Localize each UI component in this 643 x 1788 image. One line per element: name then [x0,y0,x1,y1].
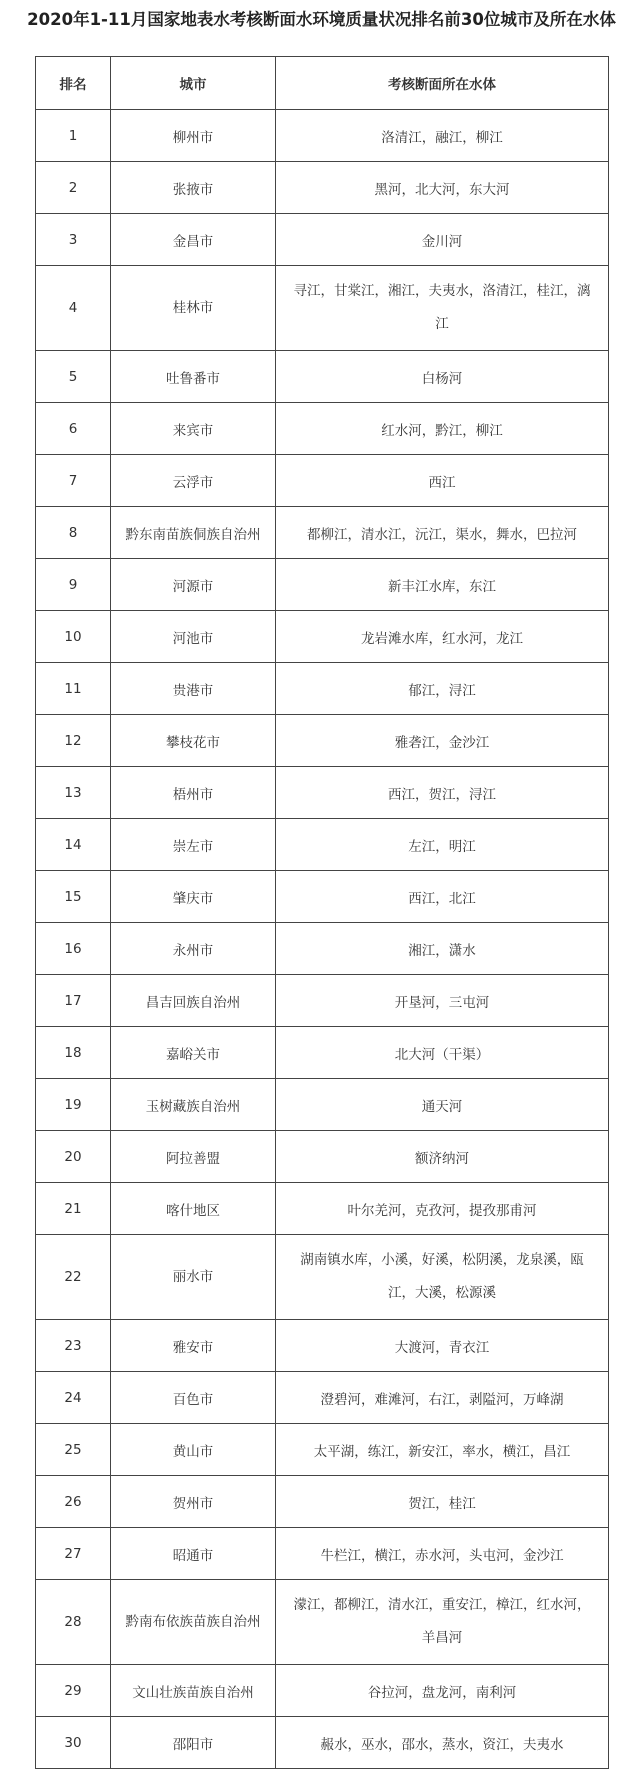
rank-cell: 16 [36,923,111,975]
table-row [36,611,609,663]
water-body-cell: 新丰江水库，东江 [276,559,609,611]
table-row [36,1424,609,1476]
rank-cell: 1 [36,110,111,162]
table-row [36,110,609,162]
water-body-cell: 大渡河，青衣江 [276,1320,609,1372]
rank-cell: 8 [36,507,111,559]
city-cell: 丽水市 [111,1235,276,1320]
city-cell: 黔东南苗族侗族自治州 [111,507,276,559]
table-row [36,871,609,923]
rank-cell: 28 [36,1580,111,1665]
water-body-cell: 白杨河 [276,351,609,403]
rank-cell: 24 [36,1372,111,1424]
table-row [36,975,609,1027]
rank-cell: 27 [36,1528,111,1580]
rank-cell: 23 [36,1320,111,1372]
rank-cell: 22 [36,1235,111,1320]
table-row [36,455,609,507]
city-cell: 永州市 [111,923,276,975]
table-row [36,1131,609,1183]
table-row [36,214,609,266]
city-cell: 河池市 [111,611,276,663]
rank-cell: 20 [36,1131,111,1183]
table-body [36,110,609,1769]
table-row [36,663,609,715]
rank-cell: 6 [36,403,111,455]
city-cell: 梧州市 [111,767,276,819]
city-cell: 昌吉回族自治州 [111,975,276,1027]
water-body-cell: 西江 [276,455,609,507]
water-body-cell: 金川河 [276,214,609,266]
header-rank: 排名 [36,57,111,110]
water-body-cell: 西江，北江 [276,871,609,923]
rank-cell: 2 [36,162,111,214]
table-row [36,1372,609,1424]
city-cell: 吐鲁番市 [111,351,276,403]
table-row [36,1027,609,1079]
water-body-cell: 湘江，潇水 [276,923,609,975]
city-cell: 金昌市 [111,214,276,266]
water-body-cell: 湖南镇水库，小溪，好溪，松阴溪，龙泉溪，瓯江，大溪，松源溪 [276,1235,609,1320]
rank-cell: 19 [36,1079,111,1131]
water-body-cell: 西江，贺江，浔江 [276,767,609,819]
table-row [36,266,609,351]
table-row [36,715,609,767]
water-body-cell: 叶尔羌河，克孜河，提孜那甫河 [276,1183,609,1235]
table-row [36,1665,609,1717]
water-body-cell: 开垦河，三屯河 [276,975,609,1027]
table-row [36,1079,609,1131]
rank-cell: 14 [36,819,111,871]
water-body-cell: 郁江，浔江 [276,663,609,715]
water-body-cell: 左江，明江 [276,819,609,871]
table-row [36,507,609,559]
city-cell: 贺州市 [111,1476,276,1528]
city-cell: 桂林市 [111,266,276,351]
rank-cell: 18 [36,1027,111,1079]
city-cell: 邵阳市 [111,1717,276,1769]
rank-cell: 25 [36,1424,111,1476]
city-cell: 嘉峪关市 [111,1027,276,1079]
table-row [36,819,609,871]
table-header-row [36,57,609,110]
city-cell: 攀枝花市 [111,715,276,767]
city-cell: 云浮市 [111,455,276,507]
city-cell: 来宾市 [111,403,276,455]
table-row [36,1528,609,1580]
water-body-cell: 贺江，桂江 [276,1476,609,1528]
table-row [36,162,609,214]
water-body-cell: 额济纳河 [276,1131,609,1183]
table-row [36,1320,609,1372]
water-body-cell: 红水河，黔江，柳江 [276,403,609,455]
water-body-cell: 牛栏江，横江，赤水河，头屯河，金沙江 [276,1528,609,1580]
rank-cell: 15 [36,871,111,923]
water-body-cell: 寻江，甘棠江，湘江，夫夷水，洛清江，桂江，漓江 [276,266,609,351]
header-water-body: 考核断面所在水体 [276,57,609,110]
water-body-cell: 澄碧河，难滩河，右江，剥隘河，万峰湖 [276,1372,609,1424]
rank-cell: 13 [36,767,111,819]
table-row [36,403,609,455]
rank-cell: 4 [36,266,111,351]
table-row [36,1717,609,1769]
rank-cell: 17 [36,975,111,1027]
city-cell: 雅安市 [111,1320,276,1372]
rank-cell: 11 [36,663,111,715]
water-body-cell: 谷拉河，盘龙河，南利河 [276,1665,609,1717]
water-body-cell: 都柳江，清水江，沅江，渠水，舞水，巴拉河 [276,507,609,559]
rank-cell: 21 [36,1183,111,1235]
city-cell: 喀什地区 [111,1183,276,1235]
table-row [36,1183,609,1235]
water-body-cell: 太平湖，练江，新安江，率水，横江，昌江 [276,1424,609,1476]
table-row [36,1235,609,1320]
city-cell: 肇庆市 [111,871,276,923]
rank-cell: 12 [36,715,111,767]
header-city: 城市 [111,57,276,110]
rank-cell: 9 [36,559,111,611]
ranking-table [35,56,609,1769]
water-body-cell: 通天河 [276,1079,609,1131]
city-cell: 阿拉善盟 [111,1131,276,1183]
table-row [36,923,609,975]
water-body-cell: 洛清江，融江，柳江 [276,110,609,162]
table-row [36,1580,609,1665]
city-cell: 百色市 [111,1372,276,1424]
water-body-cell: 龙岩滩水库，红水河，龙江 [276,611,609,663]
table-row [36,1476,609,1528]
rank-cell: 29 [36,1665,111,1717]
city-cell: 崇左市 [111,819,276,871]
table-row [36,559,609,611]
rank-cell: 5 [36,351,111,403]
city-cell: 贵港市 [111,663,276,715]
water-body-cell: 濛江，都柳江，清水江，重安江，樟江，红水河，羊昌河 [276,1580,609,1665]
water-body-cell: 雅砻江，金沙江 [276,715,609,767]
city-cell: 柳州市 [111,110,276,162]
city-cell: 河源市 [111,559,276,611]
rank-cell: 10 [36,611,111,663]
rank-cell: 30 [36,1717,111,1769]
city-cell: 昭通市 [111,1528,276,1580]
rank-cell: 7 [36,455,111,507]
water-body-cell: 北大河（干渠） [276,1027,609,1079]
city-cell: 文山壮族苗族自治州 [111,1665,276,1717]
rank-cell: 26 [36,1476,111,1528]
city-cell: 玉树藏族自治州 [111,1079,276,1131]
city-cell: 张掖市 [111,162,276,214]
city-cell: 黄山市 [111,1424,276,1476]
page-title: 2020年1-11月国家地表水考核断面水环境质量状况排名前30位城市及所在水体 [27,10,616,29]
water-body-cell: 黑河，北大河，东大河 [276,162,609,214]
rank-cell: 3 [36,214,111,266]
city-cell: 黔南布依族苗族自治州 [111,1580,276,1665]
table-row [36,767,609,819]
water-body-cell: 赧水，巫水，邵水，蒸水，资江，夫夷水 [276,1717,609,1769]
table-row [36,351,609,403]
